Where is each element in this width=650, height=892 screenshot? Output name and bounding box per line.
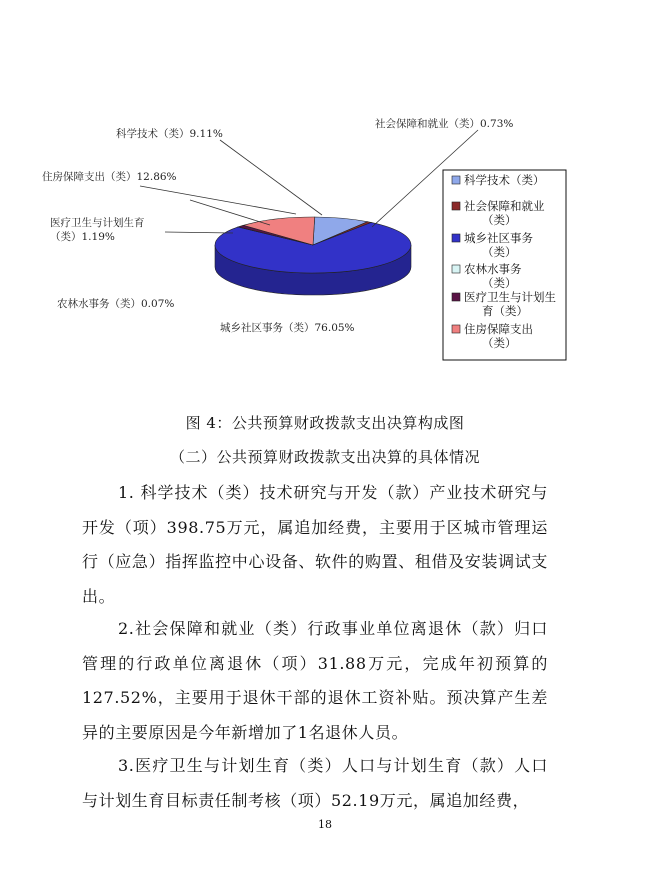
legend-item-science	[452, 173, 545, 187]
slice-label-urban-rural: 城乡社区事务（类）76.05%	[220, 322, 355, 334]
leader-line	[220, 140, 322, 215]
paragraph-2: 2.社会保障和就业（类）行政事业单位离退休（款）归口管理的行政单位离退休（项）31.88万元，完成年初预算的127.52%，主要用于退休干部的退休工资补贴。预决算产生差异的主要原因是今年新增加了1名退休人员。	[82, 619, 548, 742]
legend-swatch	[452, 202, 460, 210]
legend-label: 城乡社区事务（类）	[464, 231, 533, 259]
slice-label-social-security: 社会保障和就业（类）0.73%	[375, 118, 514, 130]
legend-swatch	[452, 265, 460, 273]
legend-label: 医疗卫生与计划生育（类）	[464, 290, 556, 318]
legend-label: 科学技术（类）	[464, 173, 545, 187]
legend-swatch	[452, 234, 460, 242]
legend-swatch	[452, 293, 460, 301]
legend-label: 社会保障和就业（类）	[464, 199, 545, 227]
chart-legend	[443, 170, 566, 360]
legend-swatch	[452, 176, 460, 184]
paragraph-3: 3.医疗卫生与计划生育（类）人口与计划生育（款）人口与计划生育目标责任制考核（项）52.19万元，属追加经费，	[82, 756, 548, 810]
section-subheading: （二）公共预算财政拨款支出决算的具体情况	[169, 448, 480, 466]
slice-label-agriculture: 农林水事务（类）0.07%	[57, 298, 175, 310]
pie-slices	[215, 217, 411, 273]
legend-swatch	[452, 325, 460, 333]
leader-line	[190, 200, 270, 225]
leader-line	[140, 186, 296, 214]
figure-caption: 图 4：公共预算财政拨款支出决算构成图	[185, 414, 465, 432]
page-number: 18	[318, 818, 332, 831]
slice-label-science: 科学技术（类）9.11%	[116, 128, 223, 140]
leader-line	[165, 232, 233, 233]
paragraph-1: 1. 科学技术（类）技术研究与开发（款）产业技术研究与开发（项）398.75万元，属追加经费，主要用于区城市管理运行（应急）指挥监控中心设备、软件的购置、租借及安装调试支出。	[82, 483, 548, 606]
slice-label-health: 医疗卫生与计划生育（类）1.19%	[50, 217, 145, 243]
legend-label: 农林水事务（类）	[464, 262, 522, 290]
slice-label-housing: 住房保障支出（类）12.86%	[42, 171, 177, 183]
legend-label: 住房保障支出（类）	[464, 322, 533, 350]
pie-chart	[0, 0, 650, 400]
